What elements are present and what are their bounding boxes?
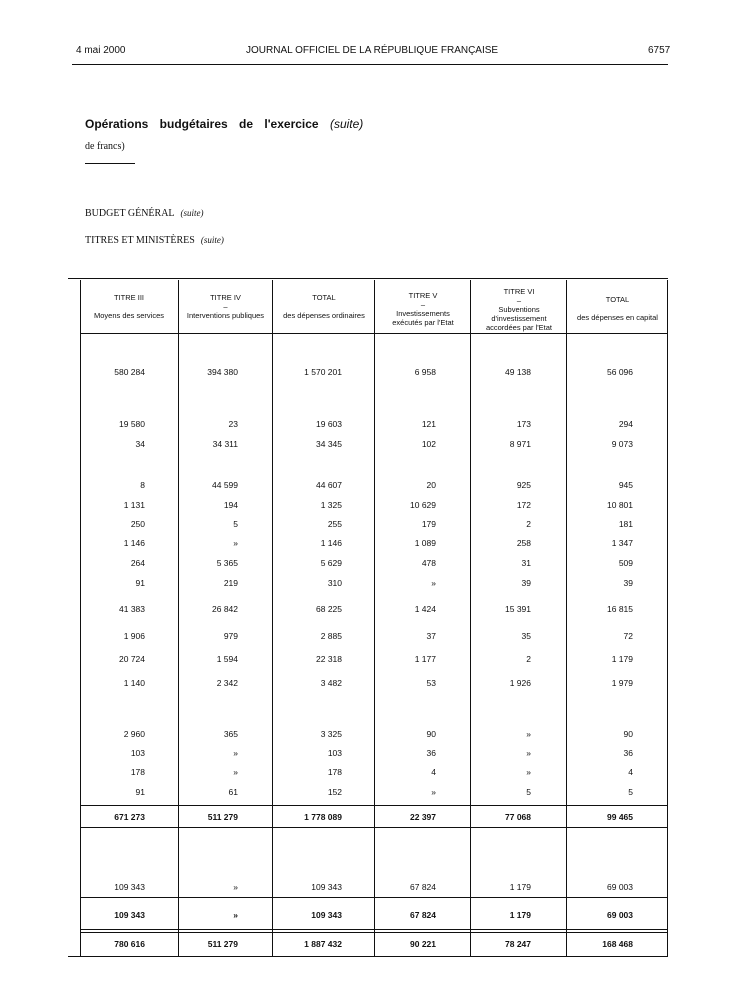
column-header-sublabel: Interventions publiques [186, 311, 265, 320]
table-cell: 1 146 [320, 538, 342, 548]
table-cell: 69 003 [607, 882, 633, 892]
table-cell: 1 177 [414, 654, 436, 664]
table-cell: 90 [623, 729, 633, 739]
table-cell: 1 926 [509, 678, 531, 688]
table-cell: 2 342 [216, 678, 238, 688]
table-cell: 109 343 [311, 910, 342, 920]
table-cell: 56 096 [607, 367, 633, 377]
table-cell: 5 629 [320, 558, 342, 568]
table-cell: 77 068 [505, 812, 531, 822]
column-header-label: TITRE V [408, 291, 438, 300]
section-titres [85, 235, 224, 246]
table-cell: 178 [327, 767, 342, 777]
table-cell: 41 383 [119, 604, 145, 614]
table-cell: 109 343 [311, 882, 342, 892]
table-cell: 1 089 [414, 538, 436, 548]
table-cell: 78 247 [505, 939, 531, 949]
column-divider [272, 280, 273, 956]
column-header-dash [274, 302, 374, 311]
table-cell: » [431, 787, 436, 797]
table-cell: 34 [135, 439, 145, 449]
table-cell: 67 824 [410, 882, 436, 892]
column-header-dash: – [516, 296, 522, 305]
table-cell: 580 284 [114, 367, 145, 377]
table-cell: 61 [228, 787, 238, 797]
column-header-total-ordinaires [274, 293, 374, 320]
table-cell: » [526, 748, 531, 758]
table-cell: » [233, 910, 238, 920]
column-header-sublabel: des dépenses en capital [577, 313, 658, 322]
column-header-sublabel: des dépenses ordinaires [283, 311, 365, 320]
table-cell: 1 424 [414, 604, 436, 614]
table-cell: 90 [426, 729, 436, 739]
column-header-sublabel: Investissements exécutés par l'Etat [392, 309, 454, 327]
table-cell: 1 887 432 [304, 939, 342, 949]
table-cell: » [233, 538, 238, 548]
table-cell: 780 616 [114, 939, 145, 949]
table-cell: 925 [516, 480, 531, 490]
table-cell: 250 [130, 519, 145, 529]
table-cell: 44 599 [212, 480, 238, 490]
table-cell: 67 824 [410, 910, 436, 920]
table-cell: 91 [135, 578, 145, 588]
table-cell: 511 279 [207, 812, 238, 822]
table-cell: 5 365 [216, 558, 238, 568]
page-title [85, 117, 363, 131]
table-cell: 34 311 [212, 439, 238, 449]
table-cell: 979 [223, 631, 238, 641]
table-cell: 2 [526, 654, 531, 664]
table-cell: 1 179 [509, 882, 531, 892]
column-header-label: TOTAL [312, 293, 336, 302]
table-cell: 103 [327, 748, 342, 758]
table-cell: 15 391 [505, 604, 531, 614]
table-cell: 37 [426, 631, 436, 641]
table-cell: 1 325 [320, 500, 342, 510]
table-cell: 36 [623, 748, 633, 758]
table-cell: 8 [140, 480, 145, 490]
title-main: Opérations budgétaires de l'exercice [85, 117, 319, 131]
column-header-sublabel: Subventions d'investissement accordées par l'Etat [485, 305, 553, 332]
table-cell: 2 960 [123, 729, 145, 739]
table-cell: 264 [130, 558, 145, 568]
table-cell: 16 815 [607, 604, 633, 614]
column-header-dash: – [420, 300, 426, 309]
table-cell: 23 [228, 419, 238, 429]
table-cell: 109 343 [114, 882, 145, 892]
table-cell: 294 [618, 419, 633, 429]
table-top-rule [68, 278, 668, 279]
table-cell: » [431, 578, 436, 588]
column-header-label: TITRE IV [210, 293, 241, 302]
table-cell: 44 607 [316, 480, 342, 490]
table-cell: 219 [223, 578, 238, 588]
table-cell: 1 146 [123, 538, 145, 548]
table-cell: » [233, 882, 238, 892]
table-cell: 178 [130, 767, 145, 777]
header-journal: JOURNAL OFFICIEL DE LA RÉPUBLIQUE FRANÇAISE [246, 45, 499, 56]
table-cell: 4 [628, 767, 633, 777]
table-cell: 5 [233, 519, 238, 529]
table-cell: 258 [516, 538, 531, 548]
table-cell: 10 801 [607, 500, 633, 510]
column-header-sublabel: Moyens des services [93, 311, 165, 320]
table-cell: 20 [426, 480, 436, 490]
table-bottom-rule [68, 956, 668, 957]
column-header-titre-iv [179, 293, 272, 320]
table-cell: 8 971 [509, 439, 531, 449]
table-cell: 26 842 [212, 604, 238, 614]
table-cell: 102 [421, 439, 436, 449]
table-cell: 39 [521, 578, 531, 588]
table-cell: 1 179 [611, 654, 633, 664]
column-divider [178, 280, 179, 956]
table-cell: 19 580 [119, 419, 145, 429]
column-divider [667, 280, 668, 956]
section-budget-label: BUDGET GÉNÉRAL [85, 208, 175, 219]
table-cell: 9 073 [611, 439, 633, 449]
table-cell: » [526, 729, 531, 739]
table-cell: 1 778 089 [304, 812, 342, 822]
table-cell: 3 325 [320, 729, 342, 739]
table-cell: 172 [516, 500, 531, 510]
table-cell: 509 [618, 558, 633, 568]
header-page-number: 6757 [648, 45, 671, 56]
table-cell: 6 958 [414, 367, 436, 377]
section-budget-suffix: (suite) [180, 208, 204, 218]
table-cell: 671 273 [114, 812, 145, 822]
table-cell: 1 906 [123, 631, 145, 641]
table-cell: 1 131 [123, 500, 145, 510]
column-header-dash: – [223, 302, 228, 311]
title-suffix: (suite) [329, 117, 364, 131]
unit-note: de francs) [85, 141, 125, 152]
table-cell: 36 [426, 748, 436, 758]
table-cell: 152 [327, 787, 342, 797]
table-cell: 22 318 [316, 654, 342, 664]
table-cell: 1 594 [216, 654, 238, 664]
table-cell: 1 979 [611, 678, 633, 688]
column-divider [374, 280, 375, 956]
header-date: 4 mai 2000 [76, 45, 126, 56]
table-cell: 2 885 [320, 631, 342, 641]
table-cell: 1 140 [123, 678, 145, 688]
table-cell: 22 397 [410, 812, 436, 822]
column-header-label: TITRE VI [503, 287, 535, 296]
title-underline [85, 163, 135, 164]
table-cell: 3 482 [320, 678, 342, 688]
table-cell: 34 345 [316, 439, 342, 449]
table-cell: 1 179 [509, 910, 531, 920]
column-header-titre-vi [476, 287, 562, 332]
section-budget [85, 208, 204, 219]
table-cell: 109 343 [114, 910, 145, 920]
table-cell: 31 [521, 558, 531, 568]
table-cell: 19 603 [316, 419, 342, 429]
column-header-dash [82, 302, 176, 311]
table-cell: 69 003 [607, 910, 633, 920]
table-cell: 945 [618, 480, 633, 490]
table-cell: 365 [223, 729, 238, 739]
table-cell: 173 [516, 419, 531, 429]
table-cell: 91 [135, 787, 145, 797]
table-cell: 394 380 [207, 367, 238, 377]
column-divider [80, 280, 81, 956]
column-header-label: TOTAL [605, 295, 630, 304]
column-header-titre-v [384, 291, 462, 327]
table-cell: 1 347 [611, 538, 633, 548]
table-cell: 2 [526, 519, 531, 529]
table-cell: 103 [130, 748, 145, 758]
section-titres-label: TITRES ET MINISTÈRES [85, 235, 195, 246]
table-cell: 10 629 [410, 500, 436, 510]
table-cell: » [233, 767, 238, 777]
section-titres-suffix: (suite) [200, 235, 224, 245]
table-cell: 99 465 [607, 812, 633, 822]
table-cell: 72 [623, 631, 633, 641]
column-header-dash [568, 304, 667, 313]
table-cell: 5 [526, 787, 531, 797]
header-rule [72, 64, 668, 65]
column-header-titre-iii [82, 293, 176, 320]
table-cell: 53 [426, 678, 436, 688]
table-cell: 68 225 [316, 604, 342, 614]
table-cell: 1 570 201 [304, 367, 342, 377]
table-cell: 90 221 [410, 939, 436, 949]
table-cell: 255 [327, 519, 342, 529]
table-cell: 121 [421, 419, 436, 429]
table-cell: 478 [421, 558, 436, 568]
column-divider [470, 280, 471, 956]
table-cell: 35 [521, 631, 531, 641]
column-divider [566, 280, 567, 956]
table-cell: 20 724 [119, 654, 145, 664]
table-cell: 181 [618, 519, 633, 529]
table-cell: » [526, 767, 531, 777]
table-cell: 511 279 [207, 939, 238, 949]
table-cell: » [233, 748, 238, 758]
table-cell: 49 138 [505, 367, 531, 377]
table-cell: 194 [223, 500, 238, 510]
table-cell: 310 [327, 578, 342, 588]
column-header-label: TITRE III [114, 293, 144, 302]
table-cell: 4 [431, 767, 436, 777]
table-cell: 5 [628, 787, 633, 797]
column-header-total-capital [568, 295, 667, 322]
table-cell: 39 [623, 578, 633, 588]
table-cell: 168 468 [602, 939, 633, 949]
table-cell: 179 [421, 519, 436, 529]
